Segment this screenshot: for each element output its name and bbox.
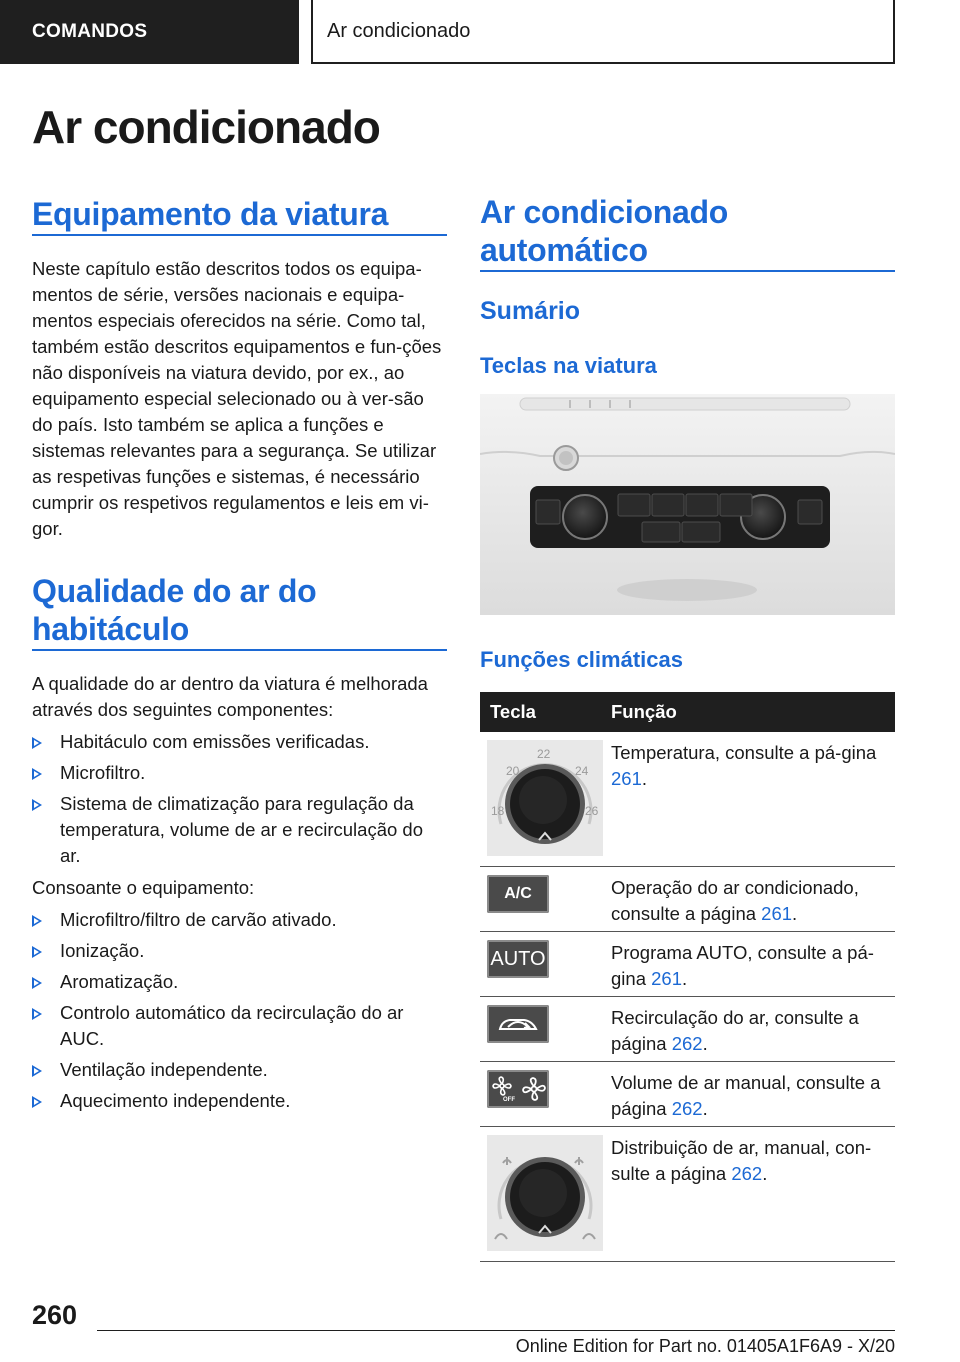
page-link[interactable]: 262 [671,1033,703,1054]
table-row: A/C Operação do ar condicionado, consulte a página 261. [480,867,895,932]
temperature-dial-icon [487,740,603,856]
fan-icon [522,1077,546,1101]
function-text: Programa AUTO, consulte a pá-gina [611,942,874,989]
triangle-bullet-icon [32,1065,42,1077]
table-row: 20 22 24 18 26 Temperatura, consulte a pá-gina 261. [480,732,895,867]
recirculation-icon [496,1013,540,1035]
list-item: Ventilação independente. [32,1057,447,1083]
triangle-bullet-icon [32,946,42,958]
heading-equipment: Equipamento da viatura [32,196,389,232]
air-quality-intro: A qualidade do ar dentro da viatura é melhorada através dos seguintes componentes: [32,673,428,720]
page-link[interactable]: 261 [761,903,793,924]
svg-text:26: 26 [585,804,599,818]
function-text: Operação do ar condicionado, consulte a página [611,877,859,924]
list-item: Aromatização. [32,969,447,995]
svg-text:OFF: OFF [502,1097,515,1102]
table-row: Recirculação do ar, consulte a página 262. [480,997,895,1062]
list-item: Controlo automático da recirculação do ar AUC. [32,1000,447,1052]
heading-auto-ac: Ar condicionado automático [480,194,728,268]
page-link[interactable]: 262 [671,1098,703,1119]
svg-text:18: 18 [491,804,505,818]
heading-rule [32,649,447,651]
list-item: Habitáculo com emissões verificadas. [32,729,447,755]
svg-text:22: 22 [537,747,551,761]
heading-rule [480,270,895,272]
section-tab [0,0,299,64]
triangle-bullet-icon [32,977,42,989]
table-row: Distribuição de ar, manual, con-sulte a página 262. [480,1127,895,1262]
triangle-bullet-icon [32,768,42,780]
function-text: Recirculação do ar, consulte a página [611,1007,859,1054]
equipment-dependent-label: Consoante o equipamento: [32,877,255,898]
table-row: AUTO Programa AUTO, consulte a pá-gina 261. [480,932,895,997]
recirculation-button-icon [487,1005,549,1043]
svg-text:20: 20 [506,764,520,778]
list-item: Microfiltro. [32,760,447,786]
function-text: Distribuição de ar, manual, con-sulte a página [611,1137,872,1184]
list-item: Sistema de climatização para regulação da temperatura, volume de ar e recirculação do ar. [32,791,447,869]
triangle-bullet-icon [32,915,42,927]
svg-text:24: 24 [575,764,589,778]
page-link[interactable]: 261 [651,968,682,989]
fan-off-icon [491,1076,515,1102]
list-item: Microfiltro/filtro de carvão ativado. [32,907,447,933]
components-list [32,729,447,874]
equipment-paragraph: Neste capítulo estão descritos todos os equipa-mentos de série, versões nacionais e equipa-mentos especiais oferecidos na série. Como tal, também estão descritos equipamentos e fun-ções não disponíveis na viatura devido, por ex., ao equipamento especial selecionado ou à ver-são do país. Isto também se aplica a funções e sistemas relevantes para a segurança. Se utilizar as respetivas funções e sistemas, é necessário cumprir os respetivos regulamentos e leis em vi-gor. [32,258,442,539]
page-title: Ar condicionado [32,101,380,153]
triangle-bullet-icon [32,1096,42,1108]
fan-button-icon [487,1070,549,1108]
auto-button-icon: AUTO [487,940,549,978]
section-label: COMANDOS [32,21,148,42]
page-number: 260 [32,1300,78,1330]
ac-button-icon: A/C [487,875,549,913]
table-row: OFF Volume de ar manual, consulte a página 262. [480,1062,895,1127]
air-distribution-dial-icon [487,1135,603,1251]
triangle-bullet-icon [32,799,42,811]
chapter-tab [311,0,895,64]
page-link[interactable]: 261 [611,768,642,789]
climate-panel-photo [480,394,895,615]
list-item: Ionização. [32,938,447,964]
heading-climate-functions: Funções climáticas [480,647,683,672]
col-function-header: Função [611,701,677,722]
triangle-bullet-icon [32,737,42,749]
footer-rule [97,1330,895,1331]
edition-footer: Online Edition for Part no. 01405A1F6A9 - X/20 [515,1336,895,1356]
triangle-bullet-icon [32,1008,42,1020]
heading-rule [32,234,447,236]
list-item: Aquecimento independente. [32,1088,447,1114]
function-text: Temperatura, consulte a pá-gina [611,742,877,763]
heading-air-quality: Qualidade do ar do habitáculo [32,573,317,647]
heading-summary: Sumário [480,297,581,325]
climate-functions-table [480,692,895,1262]
heading-keys: Teclas na viatura [480,353,657,378]
page-link[interactable]: 262 [731,1163,763,1184]
col-key-header: Tecla [490,701,536,722]
chapter-label: Ar condicionado [327,19,471,42]
table-header [480,692,895,732]
function-text: Volume de ar manual, consulte a página [611,1072,881,1119]
optional-components-list [32,907,447,1119]
